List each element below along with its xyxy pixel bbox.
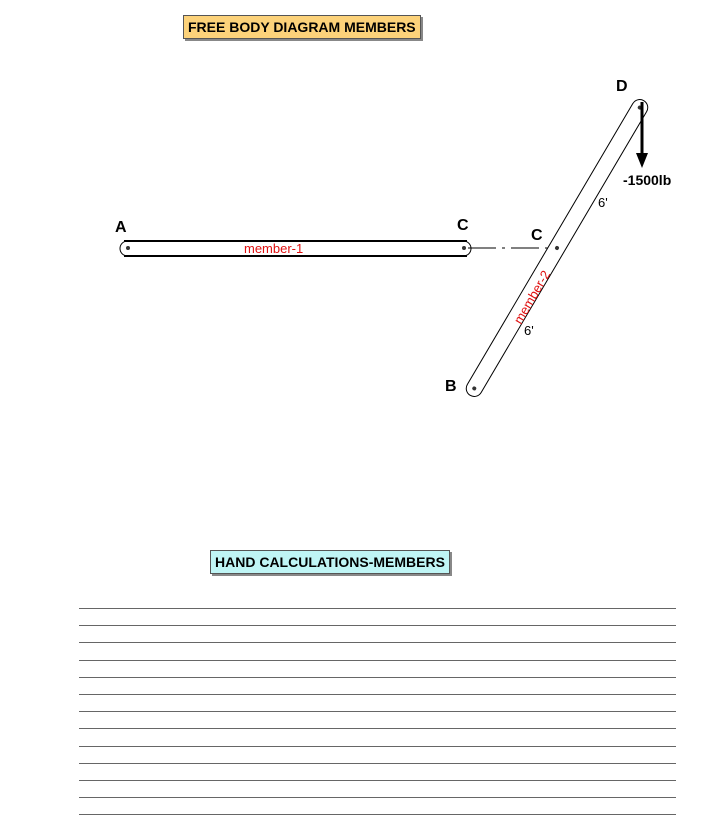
member-2-label: member-2 <box>510 267 554 327</box>
joint-label-b: B <box>445 378 457 395</box>
joint-label-c-member-2: C <box>531 227 543 244</box>
fbd-title: FREE BODY DIAGRAM MEMBERS <box>183 15 421 39</box>
segment-length-upper: 6' <box>598 195 608 210</box>
calc-title: HAND CALCULATIONS-MEMBERS <box>210 550 450 574</box>
segment-length-lower: 6' <box>524 323 534 338</box>
joint-label-c-member-1: C <box>457 217 469 234</box>
joint-label-d: D <box>616 78 628 95</box>
load-label: -1500lb <box>623 172 672 188</box>
joint-label-a: A <box>115 219 127 236</box>
member-1-label: member-1 <box>244 241 304 256</box>
